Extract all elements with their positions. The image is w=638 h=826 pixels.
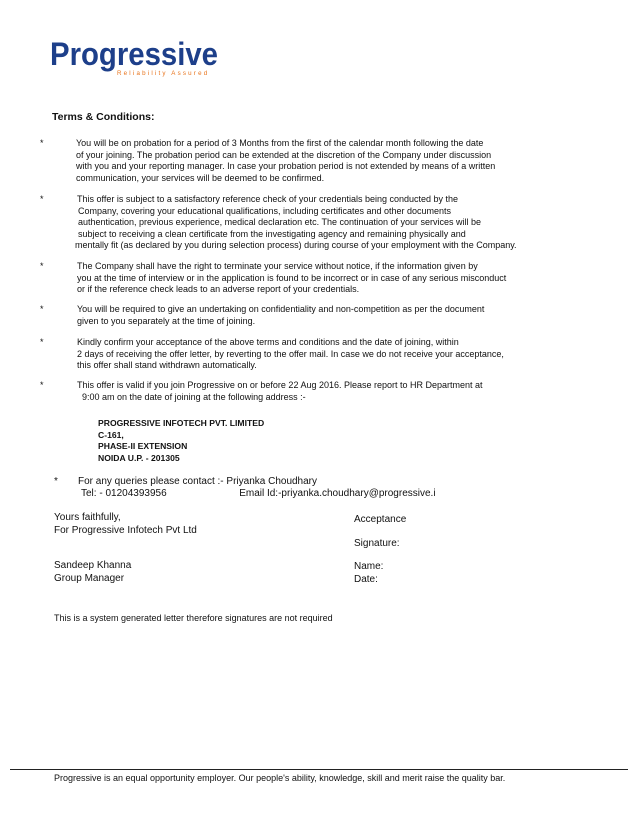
signer-title: Group Manager [54,572,125,584]
term-line: given to you separately at the time of joining. [77,315,256,326]
name-label: Name: [354,561,384,572]
term-line: this offer shall stand withdrawn automatically. [77,360,257,371]
address-line: NOIDA U.P. - 201305 [98,452,180,463]
footer-divider [10,769,628,770]
term-item-probation [40,138,495,184]
date-label: Date: [354,573,378,585]
bullet-marker: * [40,337,44,347]
acceptance-heading: Acceptance [354,514,407,525]
term-line: This offer is subject to a satisfactory reference check of your credentials being conducted by the [77,194,459,204]
bullet-marker: * [40,261,44,271]
logo-tagline: Reliability Assured [117,70,210,77]
address-line: PHASE-II EXTENSION [98,441,188,451]
for-company-text: For Progressive Infotech Pvt Ltd [54,524,197,536]
contact-block [54,476,436,500]
term-line: You will be on probation for a period of 3 Months from the first of the calendar month following the date [76,138,484,148]
term-line: 9:00 am on the date of joining at the following address :- [82,391,306,402]
address-line: C-161, [98,429,124,440]
progressive-logo [50,36,225,78]
term-item-offer-validity [40,380,483,403]
signature-label: Signature: [354,538,400,549]
term-item-confidentiality [40,304,484,327]
term-line: of your joining. The probation period can be extended at the discretion of the Company under discussion [76,149,492,160]
term-line: subject to receiving a clean certificate from the investigating agency and remaining physically and [78,228,466,239]
term-item-termination [40,261,506,296]
term-line: mentally fit (as declared by you during selection process) during course of your employment with the Company. [75,240,517,251]
signoff-closing [54,512,197,537]
acceptance-fields [354,561,383,586]
signer-name: Sandeep Khanna [54,560,132,571]
term-line: You will be required to give an undertaking on confidentiality and non-competition as per the document [77,304,485,314]
term-line: 2 days of receiving the offer letter, by reverting to the offer mail. In case we do not receive your acceptance, [77,348,504,359]
footer-text: Progressive is an equal opportunity employer. Our people's ability, knowledge, skill and merit raise the quality bar. [54,773,506,783]
term-line: The Company shall have the right to terminate your service without notice, if the information given by [77,261,478,271]
term-line: you at the time of interview or in the application is found to be incorrect or in case of any serious misconduct [77,272,507,283]
signoff-signer [54,560,131,585]
term-item-acceptance-window [40,337,504,372]
term-line: This offer is valid if you join Progressive on or before 22 Aug 2016. Please report to HR Department at [77,380,483,390]
term-line: or if the reference check leads to an adverse report of your credentials. [77,284,360,295]
term-item-reference-check [40,194,517,252]
bullet-marker: * [40,194,44,204]
term-line: Company, covering your educational qualifications, including certificates and other documents [78,205,452,216]
term-line: Kindly confirm your acceptance of the above terms and conditions and the date of joining, within [77,337,459,347]
contact-email: Email Id:-priyanka.choudhary@progressive.i [239,488,436,499]
address-company: PROGRESSIVE INFOTECH PVT. LIMITED [98,418,265,428]
terms-title: Terms & Conditions: [52,111,155,123]
bullet-marker: * [40,380,44,390]
bullet-marker: * [54,476,58,487]
bullet-marker: * [40,304,44,314]
logo-wordmark: Progressive [50,36,218,72]
term-line: communication, your services will be deemed to be confirmed. [76,172,325,183]
bullet-marker: * [40,138,44,148]
contact-line: For any queries please contact :- Priyanka Choudhary [78,476,318,487]
contact-tel: Tel: - 01204393956 [81,488,167,499]
system-generated-note: This is a system generated letter therefore signatures are not required [54,613,333,623]
term-line: with you and your reporting manager. In case your probation period is not extended by means of a written [76,161,496,172]
term-line: authentication, previous experience, medical declaration etc. The continuation of your services will be [78,217,482,228]
office-address [98,418,264,464]
closing-text: Yours faithfully, [54,512,121,523]
